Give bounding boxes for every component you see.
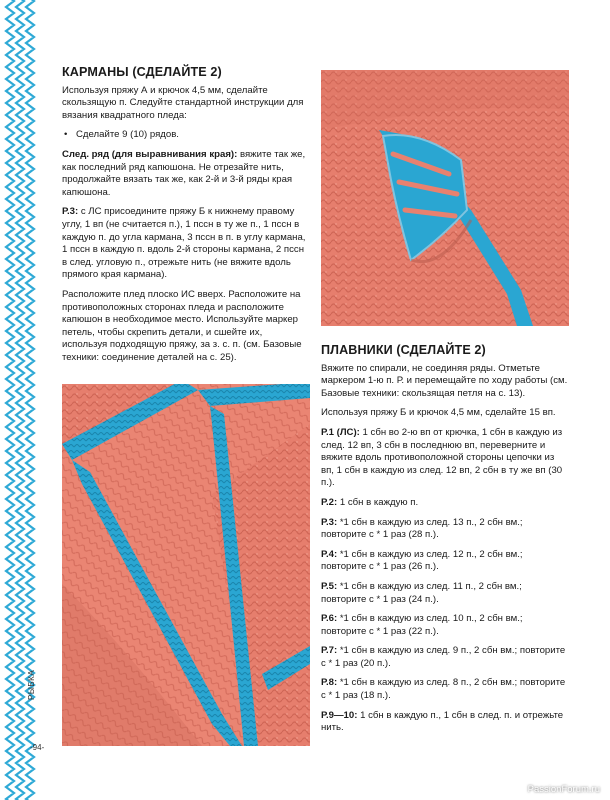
section-label: РЫБКА bbox=[27, 669, 36, 700]
crochet-fin-detail-icon bbox=[321, 70, 569, 326]
fins-row-9-10 bbox=[321, 710, 569, 735]
fins-row-1 bbox=[321, 427, 569, 490]
fins-section bbox=[321, 344, 569, 742]
row-label: Р.8: bbox=[321, 677, 338, 689]
fins-title: ПЛАВНИКИ (СДЕЛАЙТЕ 2) bbox=[321, 343, 486, 357]
row-label: Р.7: bbox=[321, 645, 338, 657]
row-text: *1 сбн в каждую из след. 10 п., 2 сбн вм.; повторите с * 1 раз (22 п.). bbox=[321, 613, 523, 637]
row-text: 1 сбн во 2-ю вп от крючка, 1 сбн в каждую из след. 12 вп, 3 сбн в последнюю вп, переверните и вяжите вдоль противоположной стороны цепочки из вп, 1 сбн в каждую из след. 12 вп, 2 сбн в ту же вп (30 п.). bbox=[321, 426, 563, 489]
pockets-next-row bbox=[62, 149, 310, 199]
watermark: PassionForum.ru bbox=[527, 784, 600, 795]
blanket-photo bbox=[62, 384, 310, 746]
pockets-section bbox=[62, 66, 310, 371]
fins-row-3 bbox=[321, 517, 569, 542]
row-text: 1 сбн в каждую п. bbox=[337, 496, 419, 508]
pockets-row-3 bbox=[62, 206, 310, 282]
next-row-text: вяжите так же, как последний ряд капюшона. Не отрезайте нить, продолжайте вязать так же, как 2-й и 3-й ряды края капюшона. bbox=[62, 148, 306, 198]
pockets-assembly: Расположите плед плоско ИС вверх. Расположите на противоположных сторонах пледа и расположите капюшон в необходимое место. Используйте маркер петель, чтобы скрепить детали, и сшейте их, используя подходящую пряжу, за з. с. п. (см. Базовые техники: соединение деталей на с. 25). bbox=[62, 288, 302, 363]
fins-row-2 bbox=[321, 497, 569, 510]
fins-row-4 bbox=[321, 549, 569, 574]
fins-row-8 bbox=[321, 677, 569, 702]
fins-intro-1: Вяжите по спирали, не соединяя ряды. Отметьте маркером 1-ю п. Р. и перемещайте по ходу работы (см. Базовые техники: скользящая петля на с. 13). bbox=[321, 362, 568, 399]
row-text: *1 сбн в каждую из след. 12 п., 2 сбн вм.; повторите с * 1 раз (26 п.). bbox=[321, 548, 523, 573]
row-text: *1 сбн в каждую из след. 13 п., 2 сбн вм.; повторите с * 1 раз (28 п.). bbox=[321, 516, 523, 541]
row-label: Р.5: bbox=[321, 580, 338, 592]
row-label: Р.2: bbox=[321, 496, 338, 508]
pockets-title: КАРМАНЫ (СДЕЛАЙТЕ 2) bbox=[62, 65, 222, 79]
pockets-bullet: • Сделайте 9 (10) рядов. bbox=[62, 129, 310, 142]
row-text: 1 сбн в каждую п., 1 сбн в след. п. и отрежьте нить. bbox=[321, 709, 564, 734]
row-label: Р.6: bbox=[321, 613, 338, 625]
row-text: *1 сбн в каждую из след. 11 п., 2 сбн вм.; повторите с * 1 раз (24 п.). bbox=[321, 580, 522, 605]
row-3-label: Р.3: bbox=[62, 206, 79, 218]
page-number: -94- bbox=[30, 743, 45, 752]
fins-row-6 bbox=[321, 613, 569, 638]
row-text: *1 сбн в каждую из след. 8 п., 2 сбн вм.; повторите с * 1 раз (18 п.). bbox=[321, 677, 566, 702]
row-text: *1 сбн в каждую из след. 9 п., 2 сбн вм.; повторите с * 1 раз (20 п.). bbox=[321, 645, 566, 669]
row-3-text: с ЛС присоедините пряжу Б к нижнему правому углу, 1 вп (не считается п.), 1 пссн в ту же п., 1 пссн в каждую п. до угла кармана, 3 пссн в п. в углу кармана, 1 пссн в каждую п. вдоль 2-й стороны кармана, 2 пссн в след. угловую п., отрежьте нить (не вяжите вдоль прямого края кармана). bbox=[62, 206, 306, 281]
next-row-label: След. ряд (для выравнивания края): bbox=[62, 148, 238, 160]
fins-intro-2: Используя пряжу Б и крючок 4,5 мм, сделайте 15 вп. bbox=[321, 407, 556, 419]
row-label: Р.1 (ЛС): bbox=[321, 426, 360, 438]
fins-row-7 bbox=[321, 645, 569, 670]
fin-photo bbox=[321, 70, 569, 326]
crochet-coral-blanket-with-blue-edging-icon bbox=[62, 384, 310, 746]
pockets-intro: Используя пряжу А и крючок 4,5 мм, сделайте скользящую п. Следуйте стандартной инструкции для вязания квадратного пледа: bbox=[62, 84, 304, 121]
fins-row-5 bbox=[321, 581, 569, 606]
row-label: Р.9—10: bbox=[321, 709, 358, 721]
row-label: Р.3: bbox=[321, 516, 338, 528]
row-label: Р.4: bbox=[321, 548, 338, 560]
